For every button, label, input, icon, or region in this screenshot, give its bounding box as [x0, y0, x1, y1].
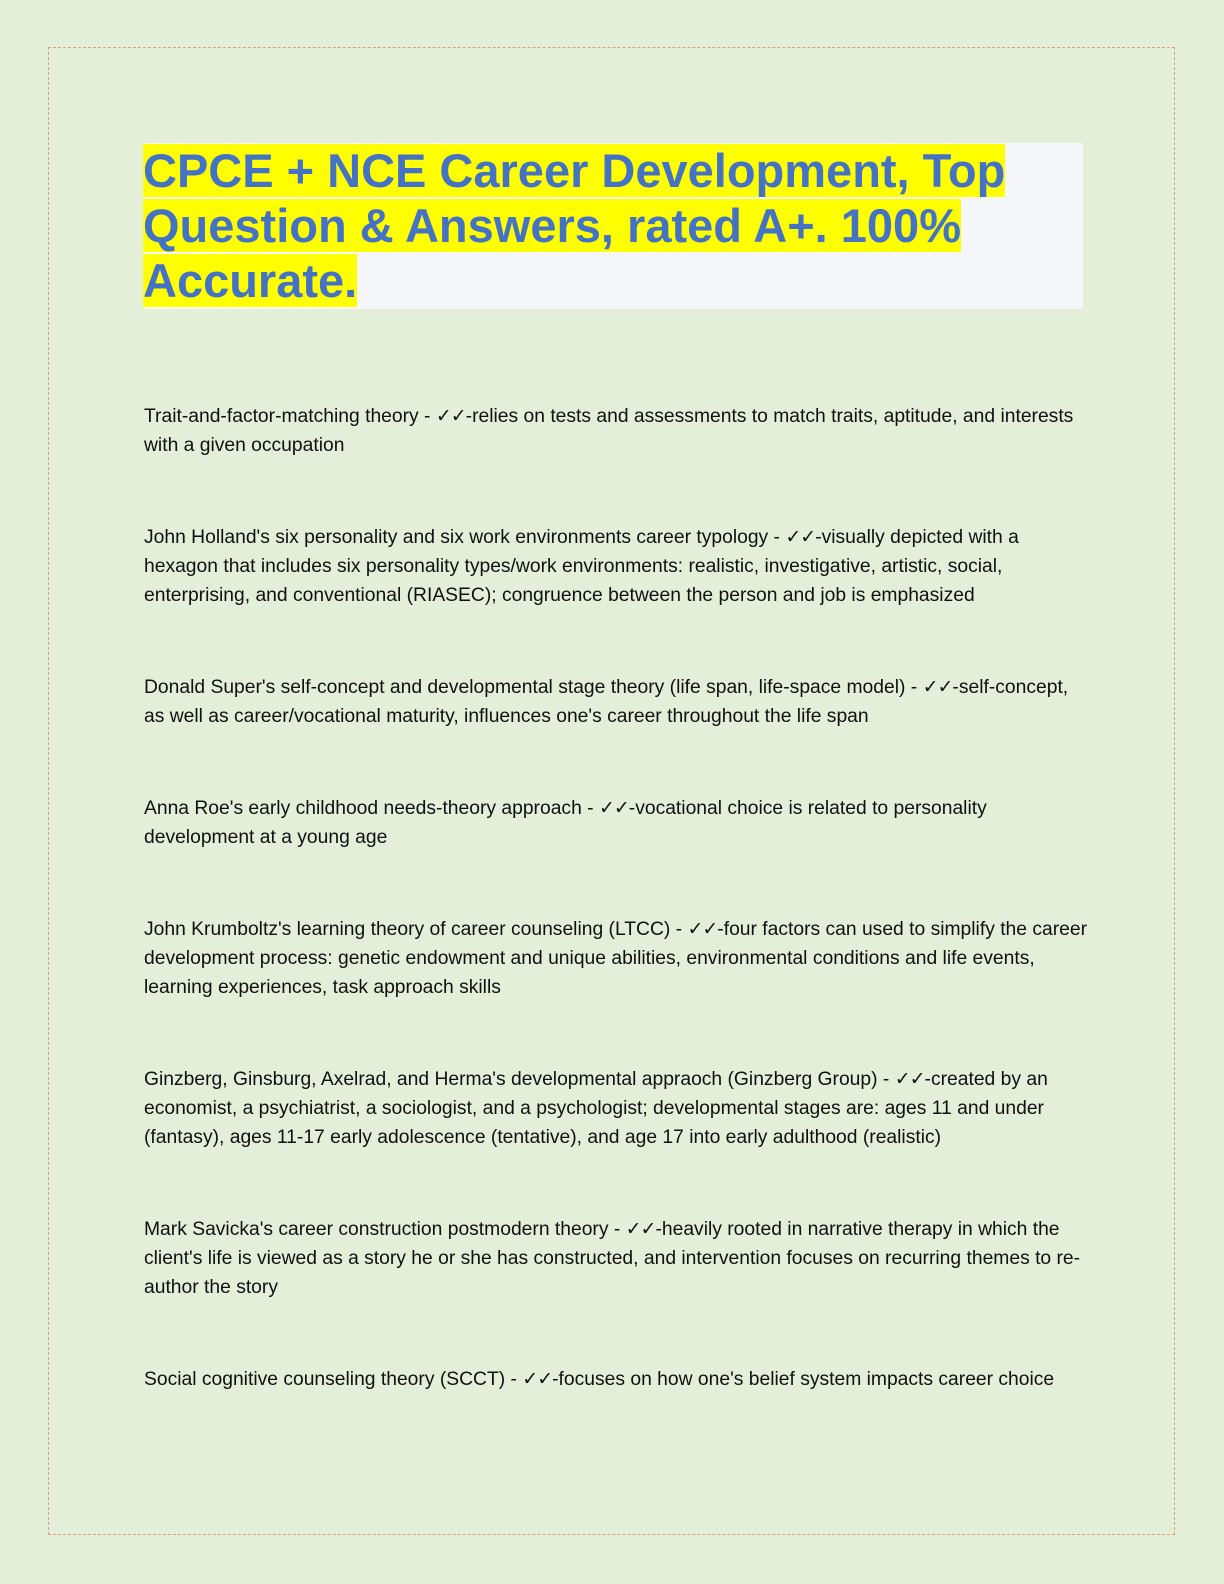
entry-term: Mark Savicka's career construction postmodern theory [144, 1219, 609, 1240]
entry-separator: - [670, 919, 688, 940]
entry-term: Social cognitive counseling theory (SCCT) [144, 1369, 506, 1390]
entry-definition: -focuses on how one's belief system impacts career choice [552, 1369, 1055, 1390]
entry-separator: - [418, 406, 436, 427]
list-item [144, 402, 1089, 460]
double-check-icon: ✓✓ [625, 1218, 656, 1240]
entry-definition: -vocational choice is related to personality development at a young age [144, 798, 987, 848]
entry-term: John Holland's six personality and six work environments career typology [144, 527, 769, 548]
double-check-icon: ✓✓ [785, 526, 816, 548]
entry-definition: -self-concept, as well as career/vocational maturity, influences one's career throughout the life span [144, 677, 1069, 727]
entry-term: John Krumboltz's learning theory of career counseling (LTCC) [144, 919, 671, 940]
entry-term: Ginzberg, Ginsburg, Axelrad, and Herma's developmental appraoch (Ginzberg Group) [144, 1069, 878, 1090]
double-check-icon: ✓✓ [522, 1368, 553, 1390]
entry-list [144, 402, 1089, 1457]
title-block [143, 143, 1083, 309]
double-check-icon: ✓✓ [922, 676, 953, 698]
entry-definition: -created by an economist, a psychiatrist, a sociologist, and a psychologist; developmental stages are: ages 11 and under (fantasy), ages 11-17 early adolescence (tentative), and age 17 into early adulthood (realistic) [144, 1069, 1048, 1148]
entry-separator: - [905, 677, 923, 698]
entry-separator: - [768, 527, 786, 548]
entry-definition: -heavily rooted in narrative therapy in which the client's life is viewed as a story he or she has constructed, and intervention focuses on recurring themes to re-author the story [144, 1219, 1081, 1298]
double-check-icon: ✓✓ [598, 797, 629, 819]
double-check-icon: ✓✓ [894, 1068, 925, 1090]
entry-term: Donald Super's self-concept and developmental stage theory (life span, life-space model) [144, 677, 906, 698]
entry-definition: -relies on tests and assessments to match traits, aptitude, and interests with a given occupation [144, 406, 1074, 456]
list-item [144, 1215, 1089, 1302]
page-title [143, 143, 1043, 308]
list-item [144, 794, 1089, 852]
entry-separator: - [581, 798, 599, 819]
entry-separator: - [877, 1069, 895, 1090]
list-item [144, 523, 1089, 610]
page-title-text: CPCE + NCE Career Development, Top Question & Answers, rated A+. 100% Accurate. [143, 144, 1006, 307]
entry-term: Trait-and-factor-matching theory [144, 406, 419, 427]
entry-definition: -four factors can used to simplify the career development process: genetic endowment and unique abilities, environmental conditions and life events, learning experiences, task approach skills [144, 919, 1088, 998]
list-item [144, 1365, 1089, 1394]
entry-separator: - [505, 1369, 523, 1390]
double-check-icon: ✓✓ [435, 405, 466, 427]
entry-definition: -visually depicted with a hexagon that includes six personality types/work environments: realistic, investigative, artistic, social, enterprising, and conventional (RIASEC); congruence between the person and job is emphasized [144, 527, 1019, 606]
entry-term: Anna Roe's early childhood needs-theory approach [144, 798, 582, 819]
double-check-icon: ✓✓ [687, 918, 718, 940]
list-item [144, 915, 1089, 1002]
list-item [144, 673, 1089, 731]
entry-separator: - [608, 1219, 626, 1240]
list-item [144, 1065, 1089, 1152]
